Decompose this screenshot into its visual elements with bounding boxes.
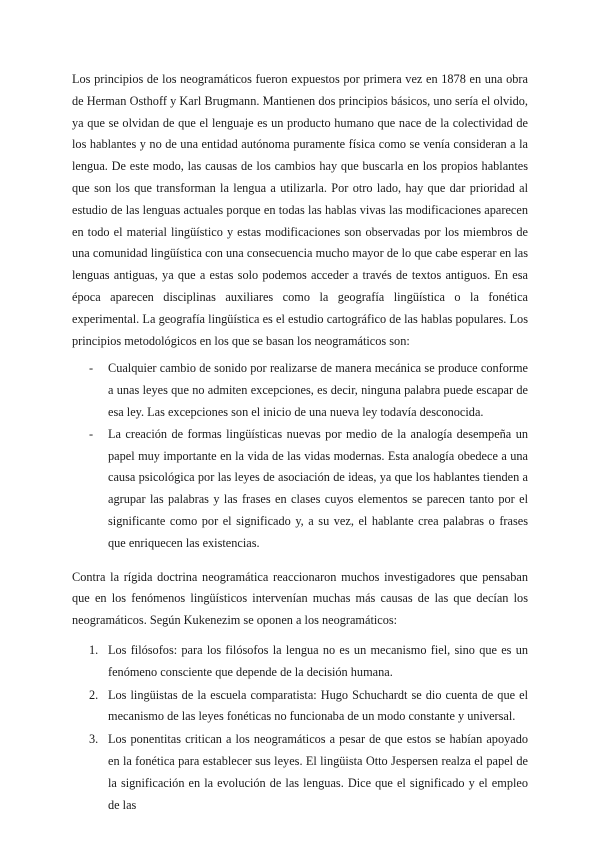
list-item <box>72 640 528 684</box>
number-marker: 2. <box>89 687 99 702</box>
list-item <box>72 358 528 423</box>
list-item-text: La creación de formas lingüísticas nuevas por medio de la analogía desempeña un papel muy importante en la vida de las vidas modernas. Esta analogía obedece a una causa psicológica por las leyes de asociación de ideas, ya que los hablantes tienden a agrupar las palabras y las frases en clases cuyos elementos se parecen tanto por el significante como por el significado y, a su vez, el hablante crea palabras o frases que enriquecen las existencias. <box>108 426 528 550</box>
list-item <box>72 685 528 729</box>
dash-marker: - <box>89 361 94 376</box>
paragraph-spacer <box>72 555 528 567</box>
number-marker: 3. <box>89 732 99 747</box>
list-item-text: Los filósofos: para los filósofos la lengua no es un mecanismo fiel, sino que es un fenómeno consciente que depende de la decisión humana. <box>108 642 528 679</box>
list-item-text: Los ponentitas critican a los neogramáticos a pesar de que estos se habían apoyado en la fonética para establecer sus leyes. El lingüista Otto Jespersen realza el papel de la significación en la evolución de las lenguas. Dice que el significado y el empleo de las <box>108 732 528 812</box>
document-page <box>72 69 528 817</box>
dash-marker: - <box>89 426 94 441</box>
contra-paragraph: Contra la rígida doctrina neogramática reaccionaron muchos investigadores que pensaban que en los fenómenos lingüísticos intervenían muchas más causas de las que decían los neogramáticos. Según Kukenezim se oponen a los neogramáticos: <box>72 569 528 628</box>
list-item-text: Los lingüistas de la escuela comparatista: Hugo Schuchardt se dio cuenta de que el mecanismo de las leyes fonéticas no funcionaba de un modo constante y universal. <box>108 687 528 724</box>
list-item-text: Cualquier cambio de sonido por realizarse de manera mecánica se produce conforme a unas leyes que no admiten excepciones, es decir, ninguna palabra puede escapar de esa ley. Las excepciones son el inicio de una nueva ley todavía desconocida. <box>108 361 528 419</box>
list-item <box>72 424 528 555</box>
opponents-list <box>72 640 528 816</box>
list-item <box>72 729 528 816</box>
number-marker: 1. <box>89 642 99 657</box>
intro-paragraph: Los principios de los neogramáticos fueron expuestos por primera vez en 1878 en una obra de Herman Osthoff y Karl Brugmann. Mantienen dos principios básicos, uno sería el olvido, ya que se olvidan de que el lenguaje es un producto humano que nace de la colectividad de los hablantes y no de una entidad autónoma puramente física como se venía consideran a la lengua. De este modo, las causas de los cambios hay que buscarla en los propios hablantes que son los que transforman la lengua a utilizarla. Por otro lado, hay que dar prioridad al estudio de las lenguas actuales porque en todas las hablas vivas las modificaciones aparecen en todo el material lingüístico y estas modificaciones son observadas por los miembros de una comunidad lingüística con una consecuencia mucho mayor de lo que cabe esperar en las lenguas antiguas, ya que a estas solo podemos acceder a través de textos antiguos. En esa época aparecen disciplinas auxiliares como la geografía lingüística o la fonética experimental. La geografía lingüística es el estudio cartográfico de las hablas populares. Los principios metodológicos en los que se basan los neogramáticos son: <box>72 72 528 348</box>
principles-list <box>72 358 528 554</box>
